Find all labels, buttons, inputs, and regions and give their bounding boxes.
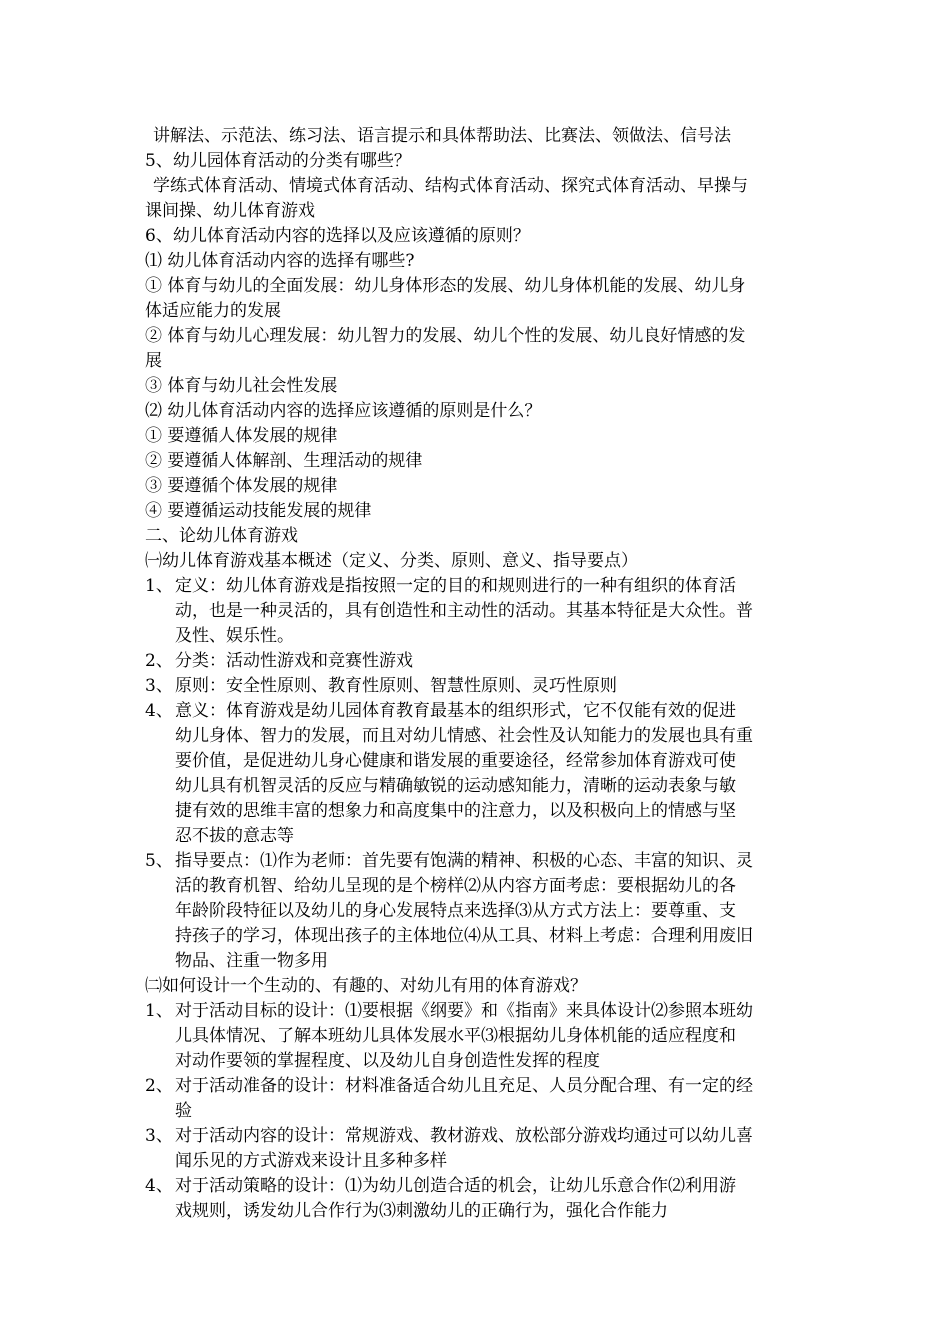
list-number: 3、 xyxy=(145,1126,173,1146)
sub-question-2: ⑵ 幼儿体育活动内容的选择应该遵循的原则是什么？ xyxy=(145,401,542,421)
list-line: 年龄阶段特征以及幼儿的身心发展特点来选择⑶从方式方法上：要尊重、支 xyxy=(175,901,736,921)
list-number: 1、 xyxy=(145,576,173,596)
list-item xyxy=(145,1124,810,1174)
list-number: 4、 xyxy=(145,1176,173,1196)
list-line: 闻乐见的方式游戏来设计且多种多样 xyxy=(175,1151,447,1171)
text-line: 学练式体育活动、情境式体育活动、结构式体育活动、探究式体育活动、早操与 xyxy=(153,176,748,196)
list-item xyxy=(145,699,810,849)
text-line: ① 体育与幼儿的全面发展：幼儿身体形态的发展、幼儿身体机能的发展、幼儿身 xyxy=(145,276,746,296)
text-line: ② 要遵循人体解剖、生理活动的规律 xyxy=(145,451,423,471)
list-line: 定义：幼儿体育游戏是指按照一定的目的和规则进行的一种有组织的体育活 xyxy=(175,576,736,596)
list-item xyxy=(145,649,810,674)
section1-list xyxy=(145,574,810,974)
list-number: 3、 xyxy=(145,676,173,696)
list-line: 原则：安全性原则、教育性原则、智慧性原则、灵巧性原则 xyxy=(175,676,617,696)
document-body xyxy=(145,124,810,1224)
subsection-heading: ㈠幼儿体育游戏基本概述（定义、分类、原则、意义、指导要点） xyxy=(145,551,638,571)
list-line: 对于活动准备的设计：材料准备适合幼儿且充足、人员分配合理、有一定的经 xyxy=(175,1076,753,1096)
list-line: 意义：体育游戏是幼儿园体育教育最基本的组织形式，它不仅能有效的促进 xyxy=(175,701,736,721)
list-line: 持孩子的学习，体现出孩子的主体地位⑷从工具、材料上考虑：合理利用废旧 xyxy=(175,926,753,946)
list-line: 儿具体情况、了解本班幼儿具体发展水平⑶根据幼儿身体机能的适应程度和 xyxy=(175,1026,736,1046)
list-number: 5、 xyxy=(145,851,173,871)
list-number: 4、 xyxy=(145,701,173,721)
text-line: ① 要遵循人体发展的规律 xyxy=(145,426,338,446)
list-line: 忍不拔的意志等 xyxy=(175,826,294,846)
text-line: ③ 要遵循个体发展的规律 xyxy=(145,476,338,496)
list-line: 对于活动目标的设计：⑴要根据《纲要》和《指南》来具体设计⑵参照本班幼 xyxy=(175,1001,753,1021)
list-item xyxy=(145,1074,810,1124)
list-item xyxy=(145,1174,810,1224)
list-number: 2、 xyxy=(145,651,173,671)
text-line: 体适应能力的发展 xyxy=(145,301,281,321)
list-item xyxy=(145,999,810,1074)
text-line: ② 体育与幼儿心理发展：幼儿智力的发展、幼儿个性的发展、幼儿良好情感的发 xyxy=(145,326,746,346)
list-line: 捷有效的思维丰富的想象力和高度集中的注意力，以及积极向上的情感与坚 xyxy=(175,801,736,821)
list-line: 指导要点：⑴作为老师：首先要有饱满的精神、积极的心态、丰富的知识、灵 xyxy=(175,851,753,871)
text-line: ③ 体育与幼儿社会性发展 xyxy=(145,376,338,396)
list-line: 物品、注重一物多用 xyxy=(175,951,328,971)
list-item xyxy=(145,574,810,649)
question-6: 6、幼儿体育活动内容的选择以及应该遵循的原则？ xyxy=(145,226,530,246)
question-5: 5、幼儿园体育活动的分类有哪些？ xyxy=(145,151,411,171)
list-line: 活的教育机智、给幼儿呈现的是个榜样⑵从内容方面考虑：要根据幼儿的各 xyxy=(175,876,736,896)
list-item xyxy=(145,674,810,699)
section2-list xyxy=(145,999,810,1224)
list-number: 1、 xyxy=(145,1001,173,1021)
list-item xyxy=(145,849,810,974)
text-line: 课间操、幼儿体育游戏 xyxy=(145,201,315,221)
list-line: 对于活动策略的设计：⑴为幼儿创造合适的机会，让幼儿乐意合作⑵利用游 xyxy=(175,1176,736,1196)
list-line: 及性、娱乐性。 xyxy=(175,626,294,646)
list-line: 戏规则，诱发幼儿合作行为⑶刺激幼儿的正确行为，强化合作能力 xyxy=(175,1201,668,1221)
list-line: 对于活动内容的设计：常规游戏、教材游戏、放松部分游戏均通过可以幼儿喜 xyxy=(175,1126,753,1146)
list-number: 2、 xyxy=(145,1076,173,1096)
list-line: 要价值，是促进幼儿身心健康和谐发展的重要途径，经常参加体育游戏可使 xyxy=(175,751,736,771)
sub-question-1: ⑴ 幼儿体育活动内容的选择有哪些? xyxy=(145,251,415,271)
section-heading: 二、论幼儿体育游戏 xyxy=(145,526,298,546)
text-line: ④ 要遵循运动技能发展的规律 xyxy=(145,501,372,521)
list-line: 动，也是一种灵活的，具有创造性和主动性的活动。其基本特征是大众性。普 xyxy=(175,601,753,621)
list-line: 幼儿具有机智灵活的反应与精确敏锐的运动感知能力，清晰的运动表象与敏 xyxy=(175,776,736,796)
list-line: 验 xyxy=(175,1101,192,1121)
text-line: 讲解法、示范法、练习法、语言提示和具体帮助法、比赛法、领做法、信号法 xyxy=(153,126,731,146)
text-line: 展 xyxy=(145,351,162,371)
list-line: 分类：活动性游戏和竞赛性游戏 xyxy=(175,651,413,671)
subsection-heading: ㈡如何设计一个生动的、有趣的、对幼儿有用的体育游戏？ xyxy=(145,976,587,996)
list-line: 幼儿身体、智力的发展，而且对幼儿情感、社会性及认知能力的发展也具有重 xyxy=(175,726,753,746)
list-line: 对动作要领的掌握程度、以及幼儿自身创造性发挥的程度 xyxy=(175,1051,600,1071)
